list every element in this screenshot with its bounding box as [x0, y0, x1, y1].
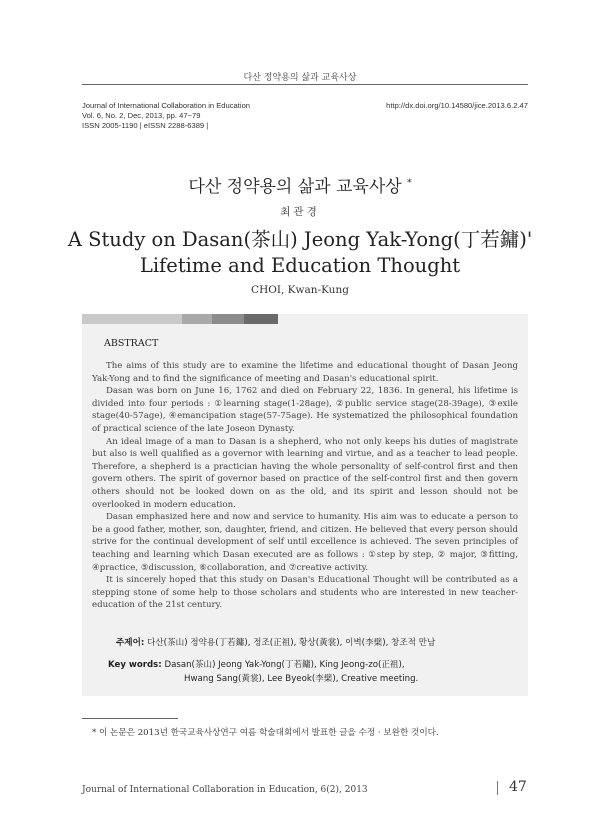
title-korean [0, 172, 600, 197]
abstract-box [82, 314, 528, 696]
footer-journal: Journal of International Collaboration in Education, 6(2), 2013 [82, 785, 368, 795]
title-footnote-marker[interactable]: * [407, 178, 412, 189]
keywords-english-label: Key words: [108, 660, 162, 670]
abstract-bar-segment [182, 314, 212, 324]
keywords-korean [116, 636, 516, 648]
journal-info [82, 101, 250, 131]
page-number: 47 [509, 779, 527, 795]
abstract-paragraph: Dasan was born on June 16, 1762 and died on February 22, 1836. In general, his lifetime is divided into four periods : ①learning stage(1-28age), ②public service stage(28-39age), ③exile stage(40-57age), ④emancipation stage(57-75age). He systematized the philosophical foundation of practical science of the late Joseon Dynasty. [92, 386, 518, 434]
title-english-line2: Lifetime and Education Thought [139, 254, 461, 277]
journal-issn: ISSN 2005-1190 | eISSN 2288-6389 | [82, 121, 209, 130]
abstract-body [92, 360, 518, 612]
keywords-korean-text: 다산(茶山) 정약용(丁若鏞), 정조(正祖), 황상(黃裳), 이벽(李檗), 창조적 만남 [147, 638, 436, 648]
footer-separator [497, 781, 498, 795]
journal-volume: Vol. 6, No. 2, Dec, 2013, pp. 47~79 [82, 111, 201, 120]
abstract-bar-segment [82, 314, 182, 324]
abstract-heading: ABSTRACT [104, 338, 159, 349]
abstract-paragraph: An ideal image of a man to Dasan is a shepherd, who not only keeps his duties of magistrate but also is well qualified as a governor with learning and virtue, and as a teacher to lead people. Therefore, a shepherd is a practician having the whole personality of self-control first and then govern others. The spirit of governor based on practice of the self-control first and then govern others should not be looked down on as the old, and its spirit and lesson should not be overlooked in modern education. [92, 436, 518, 510]
abstract-bar-segment [244, 314, 278, 324]
title-korean-text: 다산 정약용의 삶과 교육사상 [188, 177, 402, 197]
keywords-english-line1: Dasan(茶山) Jeong Yak-Yong(丁若鏞), King Jeong-zo(正祖), [164, 660, 405, 670]
title-english [0, 227, 600, 279]
keywords-korean-label: 주제어: [116, 638, 145, 648]
footnote: * 이 논문은 2013년 한국교육사상연구 여름 학술대회에서 발표한 글을 수정 · 보완한 것이다. [92, 728, 439, 738]
keywords-english-line2: Hwang Sang(黃裳), Lee Byeok(李檗), Creative meeting. [184, 674, 419, 684]
journal-name: Journal of International Collaboration in Education [82, 101, 251, 110]
keywords-english [108, 658, 518, 686]
abstract-paragraph: Dasan emphasized here and now and service to humanity. His aim was to educate a person to be a good father, mother, son, daughter, friend, and citizen. He believed that every person should strive for the continual development of self until excellence is achieved. The seven principles of teaching and learning which Dasan executed are as follows : ①step by step, ② major, ③fitting, ④practice, ⑤discussion, ⑥collaboration, and ⑦creative activity. [92, 512, 518, 573]
abstract-bar-segment [212, 314, 244, 324]
abstract-paragraph: It is sincerely hoped that this study on Dasan's Educational Thought will be contributed as a stepping stone of some help to those scholars and students who are interested in new teacher-education of the 21st century. [92, 575, 518, 611]
author-korean: 최관경 [280, 206, 320, 218]
running-header: 다산 정약용의 삶과 교육사상 [243, 73, 357, 83]
doi-link[interactable]: http://dx.doi.org/10.14580/jice.2013.6.2.47 [386, 101, 528, 110]
title-english-line1: A Study on Dasan(茶山) Jeong Yak-Yong(丁若鏞)' [67, 228, 533, 251]
footnote-rule [82, 718, 178, 719]
author-english: CHOI, Kwan-Kung [251, 284, 349, 296]
abstract-paragraph: The aims of this study are to examine the lifetime and educational thought of Dasan Jeong Yak-Yong and to find the significance of meeting and Dasan's educational spirit. [92, 361, 518, 384]
header-rule [82, 84, 528, 85]
